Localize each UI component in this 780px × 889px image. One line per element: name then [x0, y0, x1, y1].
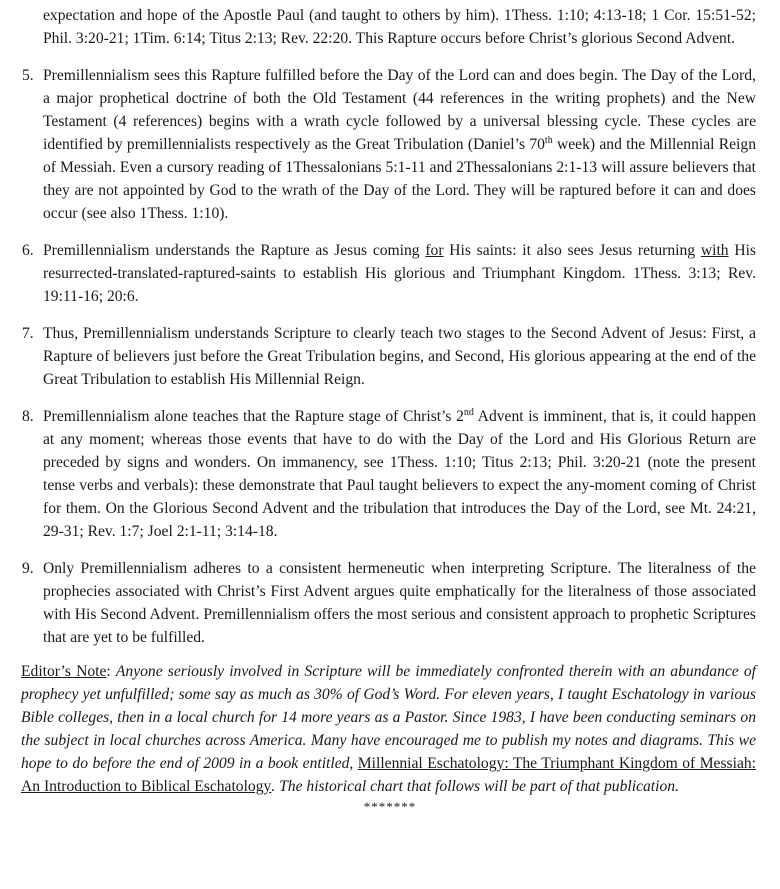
editor-note-colon: :	[106, 663, 116, 680]
list-item-5	[22, 64, 756, 225]
list-item-7	[22, 322, 756, 391]
list-item-8	[22, 405, 757, 543]
item-text: Premillennialism sees this Rapture fulfilled before the Day of the Lord can and does begin. The Day of the Lord, a major prophetical doctrine of both the Old Testament (44 references in the writing prophets) and the New Testament (4 references) begins with a wrath cycle followed by a universal blessing cycle. These cycles are identified by premillennialists respectively as the Great Tribulation (Daniel’s 70	[43, 67, 756, 153]
list-number: 8.	[22, 408, 34, 425]
list-number: 5.	[22, 67, 34, 84]
item-text: week) and the Millennial Reign of Messiah. Even a cursory reading of 1Thessalonians 5:1-11 and 2Thessalonians 2:1-13 will assure believers that they are not appointed by God to the wrath of the Day of the Lord. They will be raptured before it can and does occur (see also 1Thess. 1:10).	[43, 136, 756, 222]
item-text: His saints: it also sees Jesus returning	[443, 242, 701, 259]
list-item-9	[22, 557, 756, 649]
separator: *******	[363, 799, 417, 814]
item-text: Advent is imminent, that is, it could happen at any moment; whereas those events that have to do with the Day of the Lord and His Glorious Return are preceded by signs and wonders. On immanency, see 1Thess. 1:10; Titus 2:13; Phil. 3:20-21 (note the present tense verbs and verbals): these demonstrate that Paul taught believers to expect the any-moment coming of Christ for them. On the Glorious Second Advent and the tribulation that introduces the Day of the Lord, see Mt. 24:21, 29-31; Rev. 1:7; Joel 2:1-11; 3:14-18.	[43, 408, 757, 540]
underlined-word: with	[700, 242, 729, 259]
item-text: His resurrected-translated-raptured-saints to establish His glorious and Triumphant Kingdom. 1Thess. 3:13; Rev. 19:11-16; 20:6.	[43, 242, 756, 305]
superscript: th	[544, 134, 553, 146]
item-text: Premillennialism understands the Rapture as Jesus coming	[43, 242, 426, 259]
editor-note-body: Anyone seriously involved in Scripture will be immediately confronted therein with an abundance of prophecy yet unfulfilled; some say as much as 30% of God’s Word. For eleven years, I taught Eschatology in various Bible colleges, then in a local church for 14 more years as a Pastor. Since 1983, I have been conducting seminars on the subject in local churches across America. Many have encouraged me to publish my notes and diagrams. This we hope to do before the end of 2009 in a book entitled,	[21, 663, 756, 772]
document-page	[0, 4, 780, 815]
item-text: Only Premillennialism adheres to a consistent hermeneutic when interpreting Scripture. The literalness of the prophecies associated with Christ’s First Advent argues quite emphatically for the literalness of those associated with His Second Advent. Premillennialism offers the most serious and consistent approach to prophetic Scriptures that are yet to be fulfilled.	[43, 560, 756, 646]
editor-note	[21, 660, 756, 798]
list-number: 7.	[22, 325, 34, 342]
editor-note-label: Editor’s Note	[21, 663, 107, 680]
list-item-6	[22, 239, 756, 308]
editor-note-tail: . The historical chart that follows will be part of that publication.	[271, 778, 679, 795]
continuation-paragraph: expectation and hope of the Apostle Paul (and taught to others by him). 1Thess. 1:10; 4:13-18; 1 Cor. 15:51-52; Phil. 3:20-21; 1Tim. 6:14; Titus 2:13; Rev. 22:20. This Rapture occurs before Christ’s glorious Second Advent.	[43, 7, 756, 47]
underlined-word: for	[425, 242, 444, 259]
item-text: Premillennialism alone teaches that the Rapture stage of Christ’s 2	[43, 408, 464, 425]
item-text: Thus, Premillennialism understands Scripture to clearly teach two stages to the Second Advent of Jesus: First, a Rapture of believers just before the Great Tribulation begins, and Second, His glorious appearing at the end of the Great Tribulation to establish His Millennial Reign.	[43, 325, 756, 388]
superscript: nd	[463, 406, 474, 418]
book-title: Millennial Eschatology: The Triumphant Kingdom of Messiah: An Introduction to Biblical Eschatology	[21, 755, 756, 795]
list-number: 9.	[22, 560, 34, 577]
list-number: 6.	[22, 242, 34, 259]
